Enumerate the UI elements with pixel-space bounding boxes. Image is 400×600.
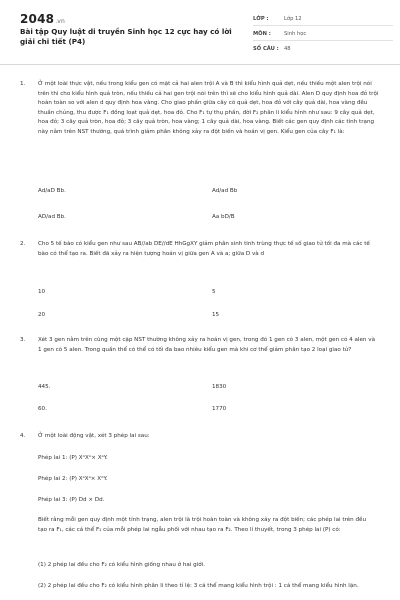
option-d[interactable]: Aa bD/B	[212, 214, 235, 220]
question-body: Biết rằng mỗi gen quy định một tính trạng, alen trội là trội hoàn toàn và không xảy ra đột biến; các phép lai trên đều tạo ra F₁, các cá thể F₁ của mỗi phép lai ngẫu phối với nhau tạo ra F₂. Theo lí thuyết, trong 3 phép lai (P) có:	[38, 517, 367, 533]
cross-2: Phép lai 2: (P) XᵃXᵃ× XᴬY.	[38, 476, 108, 482]
option-d[interactable]: 1770	[212, 406, 227, 412]
option-d[interactable]: 15	[212, 312, 220, 318]
divider	[253, 25, 393, 26]
cross-3: Phép lai 3: (P) Dd × Dd.	[38, 497, 105, 503]
question-text: Ở một loài động vật, xét 3 phép lai sau:	[38, 433, 150, 439]
page-header: 2048.vn Bài tập Quy luật di truyền Sinh học 12 cực hay có lời giải chi tiết (P4) LỚP : Lớp 12 MÔN : Sinh học SỐ CÂU : 48	[0, 0, 400, 65]
option-c[interactable]: 20	[38, 312, 46, 318]
option-a[interactable]: Ad/aD Bb.	[38, 188, 66, 194]
site-logo[interactable]: 2048.vn	[20, 12, 66, 26]
statement-2: (2) 2 phép lai đều cho F₂ có kiểu hình phân li theo tỉ lệ: 3 cá thể mang kiểu hình trội : 1 cá thể mang kiểu hình lặn.	[38, 583, 359, 589]
cross-1: Phép lai 1: (P) XᴬXᴬ× XᵃY.	[38, 455, 108, 461]
divider	[253, 40, 393, 41]
question-text: Xét 3 gen nằm trên cùng một cặp NST thường không xảy ra hoán vị gen, trong đó 1 gen có 3 alen, một gen có 4 alen và 1 gen có 5 alen. Trong quần thể có thể có tối đa bao nhiêu kiểu gen mà khi cơ thể giảm phân tạo 2 loại giao tử?	[38, 337, 375, 353]
option-a[interactable]: 445.	[38, 384, 51, 390]
option-c[interactable]: 60.	[38, 406, 47, 412]
option-c[interactable]: AD/ad Bb.	[38, 214, 66, 220]
document-title: Bài tập Quy luật di truyền Sinh học 12 cực hay có lời giải chi tiết (P4)	[20, 27, 232, 46]
question-text: Cho 5 tế bào có kiểu gen như sau AB//ab DE//dE HhGgXY giảm phân sinh tinh trùng thực tế số giao tử tối đa mà các tế bào có thể tạo ra. Biết đã xảy ra hiện tượng hoán vị giữa gen A và a; giữa D và d	[38, 241, 370, 257]
option-b[interactable]: Ad/ad Bb	[212, 188, 238, 194]
option-b[interactable]: 5	[212, 289, 216, 295]
question-text: Ở một loài thực vật, nếu trong kiểu gen có mặt cả hai alen trội A và B thì kiểu hình quả dẹt, nếu thiếu một alen trội nói trên thì cho kiểu hình quả tròn, nếu thiếu cả hai gen trội nói trên thì sẽ cho kiểu hình quả dài. Alen D quy định hoa đỏ trội hoàn toàn so với alen d quy định hoa vàng. Cho giao phấn giữa cây có quả dẹt, hoa đỏ với cây quả dài, hoa vàng đều thuần chủng, thu được F₁ đồng loạt quả dẹt, hoa đỏ. Cho F₁ tự thụ phấn, đời F₂ phân li kiểu hình như sau: 9 cây quả dẹt, hoa đỏ; 3 cây quả tròn, hoa đỏ; 3 cây quả tròn, hoa vàng; 1 cây quả dài, hoa vàng. Biết các gen quy định các tính trạng này nằm trên NST thường, quá trình giảm phân không xảy ra đột biến và hoán vị gen. Kiểu gen của cây F₁ là:	[38, 81, 379, 135]
option-b[interactable]: 1830	[212, 384, 227, 390]
option-a[interactable]: 10	[38, 289, 46, 295]
statement-1: (1) 2 phép lai đều cho F₂ có kiểu hình giống nhau ở hai giới.	[38, 562, 206, 568]
